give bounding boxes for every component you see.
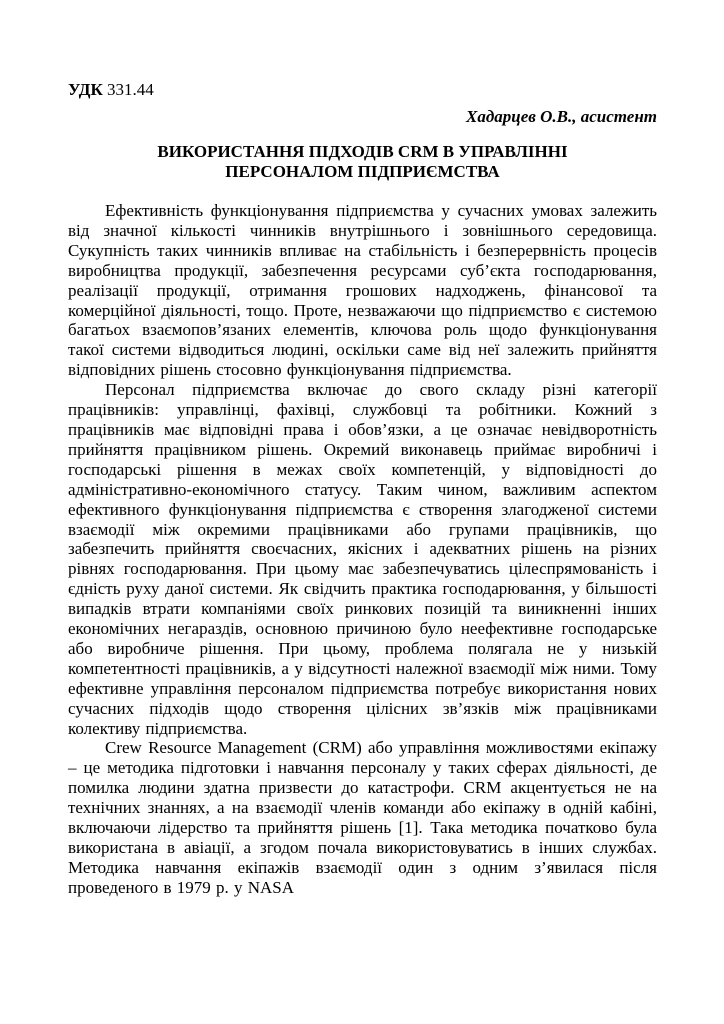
paragraph-3: Crew Resource Management (CRM) або управління можливостями екіпажу – це методика підготовки і навчання персоналу у таких сферах діяльності, де помилка людини здатна призвести до катастрофи. CRM акцентується не на технічних знаннях, а на взаємодії членів команди або екіпажу в одній кабіні, включаючи лідерство та прийняття рішень [1]. Така методика початково була використана в авіації, а згодом почала використовуватись в інших службах. Методика навчання екіпажів взаємодії один з одним з’явилася після проведеного в 1979 р. у NASA bbox=[68, 738, 657, 897]
paper-title-line-1: ВИКОРИСТАННЯ ПІДХОДІВ CRM В УПРАВЛІННІ bbox=[157, 142, 568, 161]
paper-title-line-2: ПЕРСОНАЛОМ ПІДПРИЄМСТВА bbox=[225, 162, 500, 181]
paper-title bbox=[68, 142, 657, 182]
paragraph-2: Персонал підприємства включає до свого складу різні категорії працівників: управлінці, фахівці, службовці та робітники. Кожний з працівників має відповідні права і обов’язки, а це означає невідворотність прийняття працівником рішень. Окремий виконавець приймає виробничі і господарські рішення в межах своїх компетенцій, у відповідності до адміністративно-економічного статусу. Таким чином, важливим аспектом ефективного функціонування підприємства є створення злагодженої системи взаємодії між окремими працівниками або групами працівників, що забезпечить прийняття своєчасних, якісних і адекватних рішень на різних рівнях господарювання. При цьому має забезпечуватись цілеспрямованість і єдність руху даної системи. Як свідчить практика господарювання, у більшості випадків втрати компаніями своїх ринкових позицій та виникненні інших економічних негараздів, основною причиною було неефективне господарське або виробниче рішення. При цьому, проблема полягала не у низькій компетентності працівників, а у відсутності належної взаємодії між ними. Тому ефективне управління персоналом підприємства потребує використання нових сучасних підходів щодо створення цілісних зв’язків між працівниками колективу підприємства. bbox=[68, 380, 657, 738]
document-body bbox=[68, 201, 657, 898]
udk-line bbox=[68, 80, 657, 100]
udk-number: 331.44 bbox=[107, 80, 154, 99]
udk-label: УДК bbox=[68, 80, 103, 99]
author-line: Хадарцев О.В., асистент bbox=[466, 107, 657, 126]
paragraph-1: Ефективність функціонування підприємства у сучасних умовах залежить від значної кількості чинників внутрішнього і зовнішнього середовища. Сукупність таких чинників впливає на стабільність і безперервність процесів виробництва продукції, забезпечення ресурсами суб’єкта господарювання, реалізації продукції, отримання грошових надходжень, фінансової та комерційної діяльності, тощо. Проте, незважаючи що підприємство є системою багатьох взаємопов’язаних елементів, ключова роль щодо функціонування такої системи відводиться людині, оскільки саме від неї залежить прийняття відповідних рішень стосовно функціонування підприємства. bbox=[68, 201, 657, 380]
